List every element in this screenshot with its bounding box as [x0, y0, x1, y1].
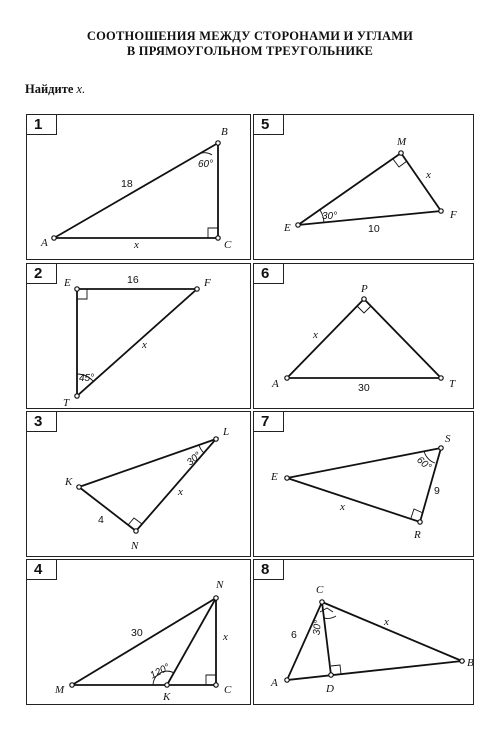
vertex-point	[214, 683, 218, 687]
vertex-label-b: B	[467, 657, 474, 669]
vertex-label-e: E	[64, 277, 71, 289]
vertex-point	[134, 529, 138, 533]
triangle-pat	[287, 299, 441, 378]
problem-8-figure	[254, 560, 475, 706]
vertex-label-c: C	[224, 684, 232, 696]
vertex-point	[77, 485, 81, 489]
problem-number: 3	[26, 411, 57, 432]
vertex-label-l: L	[223, 426, 230, 438]
side-label-x: x	[142, 339, 147, 351]
vertex-point	[418, 520, 422, 524]
problem-6-figure	[254, 264, 475, 410]
problem-number: 6	[253, 263, 284, 284]
triangle-abc	[54, 143, 218, 238]
vertex-label-f: F	[450, 209, 457, 221]
angle-label-30: 30°	[184, 450, 204, 469]
vertex-label-k: K	[65, 476, 73, 488]
vertex-label-c: C	[316, 584, 324, 596]
side-label-x: x	[178, 486, 183, 498]
vertex-point	[460, 659, 464, 663]
vertex-label-e: E	[284, 222, 291, 234]
vertex-point	[285, 376, 289, 380]
vertex-label-b: B	[221, 126, 228, 138]
side-label-16: 16	[127, 274, 139, 286]
triangle-eft	[77, 289, 197, 396]
problem-8-panel	[253, 559, 474, 705]
problem-3-panel	[26, 411, 251, 557]
worksheet-title-line2: В ПРЯМОУГОЛЬНОМ ТРЕУГОЛЬНИКЕ	[126, 44, 374, 58]
vertex-point	[216, 141, 220, 145]
vertex-point	[439, 376, 443, 380]
vertex-label-t: T	[449, 378, 456, 390]
problem-number: 8	[253, 559, 284, 580]
problem-4-figure	[27, 560, 252, 706]
angle-label-60: 60°	[198, 159, 214, 170]
segment-nk	[167, 598, 216, 685]
vertex-point	[399, 151, 403, 155]
vertex-label-k: K	[163, 691, 171, 703]
vertex-point	[214, 437, 218, 441]
vertex-label-n: N	[216, 579, 224, 591]
side-label-18: 18	[121, 178, 133, 190]
side-label-30: 30	[358, 382, 370, 394]
vertex-point	[439, 446, 443, 450]
vertex-point	[70, 683, 74, 687]
angle-label-30: 30°	[311, 619, 325, 636]
angle-arc	[324, 616, 336, 618]
angle-label-45: 45°	[79, 373, 95, 384]
side-label-10: 10	[368, 223, 380, 235]
vertex-point	[362, 297, 366, 301]
vertex-label-p: P	[361, 283, 368, 295]
right-angle-mark	[128, 518, 142, 525]
vertex-label-t: T	[63, 397, 70, 409]
vertex-label-e: E	[271, 471, 278, 483]
vertex-point	[216, 236, 220, 240]
problem-7-figure	[254, 412, 475, 558]
vertex-point	[329, 673, 333, 677]
angle-label-60: 60°	[414, 454, 434, 473]
problem-number: 2	[26, 263, 57, 284]
vertex-point	[296, 223, 300, 227]
problem-number: 7	[253, 411, 284, 432]
vertex-point	[75, 394, 79, 398]
angle-arc	[199, 445, 204, 453]
triangle-mnc	[72, 598, 216, 685]
angle-label-30: 30°	[322, 211, 338, 222]
vertex-label-m: M	[55, 684, 65, 696]
vertex-label-n: N	[131, 540, 139, 552]
vertex-label-r: R	[414, 529, 421, 541]
side-label-6: 6	[291, 629, 297, 641]
vertex-label-a: A	[271, 677, 278, 689]
problem-number: 5	[253, 114, 284, 135]
angle-label-120: 120°	[148, 661, 172, 682]
vertex-label-f: F	[204, 277, 211, 289]
vertex-label-a: A	[41, 237, 48, 249]
problem-4-panel	[26, 559, 251, 705]
side-label-x: x	[340, 501, 345, 513]
problem-5-panel	[253, 114, 474, 260]
problem-5-figure	[254, 115, 475, 261]
side-label-9: 9	[434, 485, 440, 497]
vertex-label-a: A	[272, 378, 279, 390]
side-label-30: 30	[131, 627, 143, 639]
triangle-cab	[287, 602, 462, 680]
side-label-x: x	[134, 239, 139, 251]
right-angle-mark	[357, 306, 371, 313]
side-label-4: 4	[98, 514, 104, 526]
vertex-point	[52, 236, 56, 240]
triangle-mef	[298, 153, 441, 225]
side-label-x: x	[313, 329, 318, 341]
problem-2-figure	[27, 264, 252, 410]
vertex-label-c: C	[224, 239, 232, 251]
vertex-label-d: D	[326, 683, 334, 695]
side-label-x: x	[384, 616, 389, 628]
segment-cd	[322, 602, 331, 675]
problem-1-figure	[27, 115, 252, 261]
vertex-point	[285, 476, 289, 480]
problem-6-panel	[253, 263, 474, 409]
problem-number: 4	[26, 559, 57, 580]
problem-1-panel	[26, 114, 251, 260]
vertex-point	[285, 678, 289, 682]
vertex-label-m: M	[397, 136, 407, 148]
vertex-point	[320, 600, 324, 604]
worksheet-title-line1: СООТНОШЕНИЯ МЕЖДУ СТОРОНАМИ И УГЛАМИ	[86, 29, 414, 43]
vertex-point	[439, 209, 443, 213]
side-label-x: x	[223, 631, 228, 643]
vertex-point	[214, 596, 218, 600]
problem-7-panel	[253, 411, 474, 557]
problem-2-panel	[26, 263, 251, 409]
vertex-point	[75, 287, 79, 291]
problem-number: 1	[26, 114, 57, 135]
instruction: Найдите x.	[25, 82, 86, 96]
problem-3-figure	[27, 412, 252, 558]
side-label-x: x	[426, 169, 431, 181]
vertex-point	[165, 683, 169, 687]
vertex-point	[195, 287, 199, 291]
vertex-label-s: S	[445, 433, 451, 445]
